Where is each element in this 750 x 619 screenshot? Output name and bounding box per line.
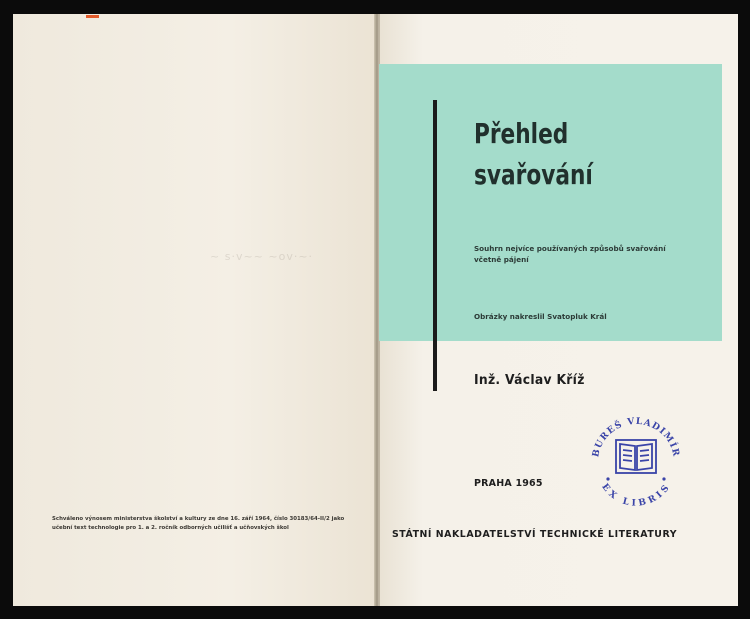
- corner-mark: [86, 15, 99, 18]
- approval-note: Schváleno výnosem ministerstva školství a kultury ze dne 16. září 1964, číslo 30183/64-II/2 jako učební text technologie pro 1. a 2. ročník odborných učilišť a učňovských škol: [52, 516, 345, 531]
- stamp-top-text: BUREŠ VLADIMÍR: [591, 416, 681, 459]
- stamp-bottom-text: EX LIBRIS: [599, 482, 673, 509]
- book-title-line1: Přehled: [474, 117, 569, 150]
- book-subtitle: Souhrn nejvíce používaných způsobů svařování včetně pájení: [474, 244, 666, 264]
- book-title-line2: svařování: [474, 158, 593, 191]
- book-title: [474, 113, 593, 195]
- svg-text:EX LIBRIS: [599, 482, 672, 509]
- illustrator-credit: Obrázky nakreslil Svatopluk Král: [474, 312, 607, 321]
- vertical-rule: [433, 100, 437, 391]
- svg-text:BUREŠ VLADIMÍR: [591, 417, 681, 458]
- bleed-through-text: ~ s·v~~ ~ov·~·: [210, 250, 314, 263]
- author-name: Inž. Václav Kříž: [474, 373, 585, 388]
- publisher-name: STÁTNÍ NAKLADATELSTVÍ TECHNICKÉ LITERATURY: [392, 529, 678, 540]
- teal-band: [379, 64, 722, 341]
- ex-libris-stamp-icon: [586, 410, 686, 510]
- imprint-city-year: PRAHA 1965: [474, 478, 543, 489]
